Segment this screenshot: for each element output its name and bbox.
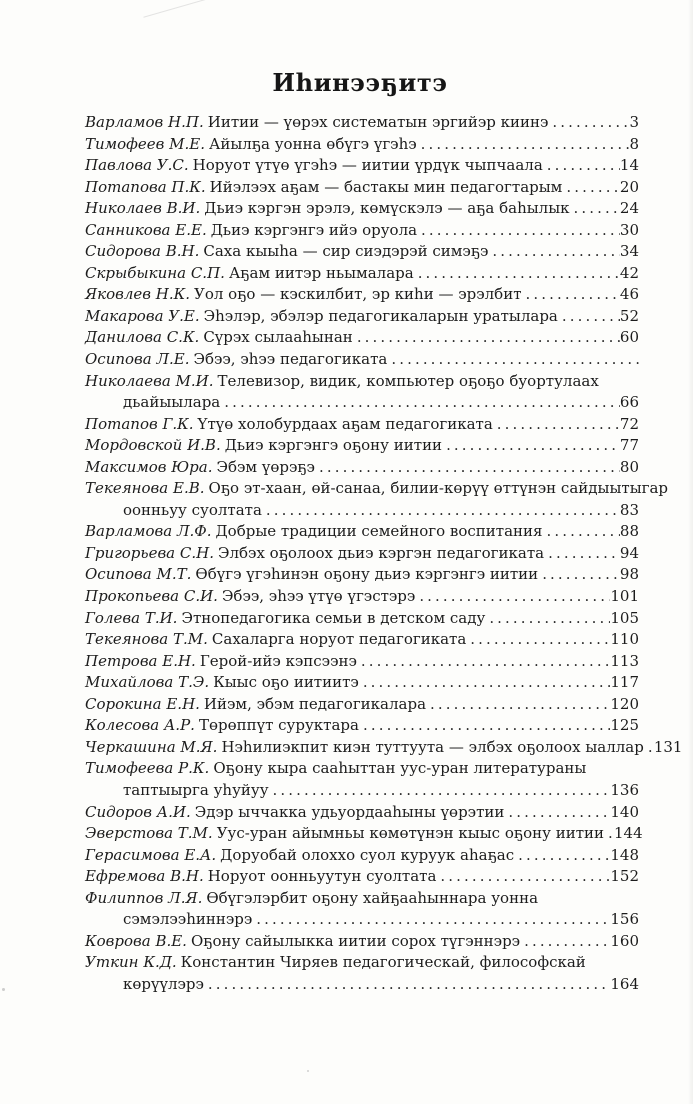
toc-entry-text (85, 694, 426, 716)
toc-author: Данилова С.К. (85, 328, 200, 347)
toc-entry (85, 629, 639, 651)
toc-title-continued: таптыырга уһуйуу (123, 780, 269, 799)
dot-leader (470, 629, 610, 651)
toc-page-number: 94 (619, 543, 639, 562)
toc-title-continued: оонньуу суолтата (123, 500, 262, 519)
toc-title: Үтүө холобурдаах аҕам педагогиката (197, 414, 493, 433)
toc-author: Потапова П.К. (85, 177, 206, 196)
toc-page-number: 156 (610, 910, 639, 929)
toc-title: Норуот оонньуутун суолтата (207, 867, 437, 886)
toc-title: Өбүгэ үгэһинэн оҕону дьиэ кэргэнгэ иитии (195, 565, 539, 584)
toc-entry (85, 564, 639, 586)
toc-entry (85, 521, 639, 543)
dot-leader (547, 155, 620, 177)
toc-entry (85, 866, 639, 888)
toc-author: Николаева М.И. (85, 371, 214, 390)
toc-author: Тимофеева Р.К. (85, 759, 210, 778)
dot-leader (266, 500, 620, 522)
toc-page-number: 66 (619, 393, 639, 412)
toc-entry-text (85, 349, 387, 371)
toc-page-number: 140 (610, 802, 639, 821)
toc-entry (85, 263, 639, 285)
toc-entry-text (85, 155, 543, 177)
toc-entry-text (85, 521, 543, 543)
toc-author: Григорьева С.Н. (85, 543, 214, 562)
toc-title: Элбэх оҕолоох дьиэ кэргэн педагогиката (218, 543, 545, 562)
dot-leader (208, 974, 610, 996)
toc-entry-text (85, 715, 359, 737)
toc-author: Осипова М.Т. (85, 565, 192, 584)
scan-artifact (307, 1070, 309, 1072)
toc-page-number: 120 (610, 694, 639, 713)
toc-author: Сидоров А.И. (85, 802, 191, 821)
toc-entry (85, 241, 639, 263)
toc-author: Павлова У.С. (85, 156, 189, 175)
toc-title: Оҕону кыра сааһыттан уус-уран литератураны (213, 759, 587, 778)
toc-entry-text (85, 672, 359, 694)
dot-leader (446, 435, 620, 457)
page-title: Иһинээҕитэ (272, 68, 448, 97)
toc-entry-text (85, 263, 414, 285)
toc-entry (85, 435, 639, 457)
toc-entry-text (85, 371, 599, 393)
toc-title: Өбүгэлэрбит оҕону хайҕааһыннара уонна (206, 888, 539, 907)
toc-page-number: 136 (610, 780, 639, 799)
toc-author: Текеянова Е.В. (85, 479, 205, 498)
toc-entry-text (85, 134, 417, 156)
dot-leader (391, 349, 639, 371)
toc-entry (85, 931, 639, 953)
toc-entry (85, 802, 639, 824)
dot-leader (440, 866, 610, 888)
toc-page-number: 42 (619, 263, 639, 282)
toc-author: Осипова Л.Е. (85, 350, 190, 369)
toc-page-number: 30 (619, 220, 639, 239)
toc-author: Яковлев Н.К. (85, 285, 190, 304)
toc-title: Ийэлээх аҕам — бастакы мин педагогтарым (209, 177, 563, 196)
toc-entry-continuation (85, 392, 639, 414)
toc-page-number: 164 (610, 974, 639, 993)
toc-entry (85, 586, 639, 608)
toc-entry-text (85, 758, 586, 780)
dot-leader (421, 134, 630, 156)
toc-entry-text (85, 220, 417, 242)
dot-leader (419, 586, 610, 608)
toc-author: Текеянова Т.М. (85, 630, 208, 649)
toc-author: Сорокина Е.Н. (85, 694, 200, 713)
toc-entry (85, 284, 639, 306)
toc-entry-text (85, 845, 514, 867)
toc-entry (85, 414, 639, 436)
toc-entry (85, 112, 639, 134)
toc-title: Нэһилиэкпит киэн туттуута — элбэх оҕолоох ыаллар (221, 737, 644, 756)
toc-entry-text (85, 414, 493, 436)
toc-author: Скрыбыкина С.П. (85, 263, 225, 282)
toc-page-number: 80 (619, 457, 639, 476)
toc-page-number: 117 (610, 673, 639, 692)
toc-title: Оҕо эт-хаан, өй-санаа, билии-көрүү өттүнэн сайдыытыгар (208, 479, 669, 498)
toc-title: Эбээ, эһээ үтүө үгэстэрэ (221, 587, 416, 606)
toc-entry (85, 155, 639, 177)
toc-entry (85, 220, 639, 242)
toc-entry-text (85, 608, 485, 630)
toc-entry (85, 478, 669, 500)
toc-title: Сахаларга норуот педагогиката (211, 630, 467, 649)
toc-entry (85, 198, 639, 220)
scan-edge-shade (688, 0, 693, 1104)
toc-entry-text (85, 802, 504, 824)
toc-entry-text (85, 478, 668, 500)
toc-title: Дьиэ кэргэн эрэлэ, көмүскэлэ — аҕа баһылык (204, 199, 570, 218)
dot-leader (492, 241, 619, 263)
toc-entry (85, 737, 683, 759)
toc-entry (85, 177, 639, 199)
toc-author: Максимов Юра. (85, 457, 213, 476)
toc-page-number: 72 (619, 414, 639, 433)
toc-entry-text (85, 823, 604, 845)
toc-entry-text (85, 306, 558, 328)
toc-page-number: 14 (619, 156, 639, 175)
toc-author: Варламова Л.Ф. (85, 522, 212, 541)
dot-leader (361, 651, 610, 673)
toc-page-number: 144 (614, 824, 643, 843)
toc-page-number: 125 (610, 716, 639, 735)
dot-leader (256, 909, 610, 931)
toc-title-continued: сэмэлээһиннэрэ (123, 910, 253, 929)
toc-title: Дьиэ кэргэнгэ оҕону иитии (224, 436, 443, 455)
toc-author: Прокопьева С.И. (85, 587, 218, 606)
toc-entry-continuation (85, 909, 639, 931)
toc-title: Уус-уран айымньы көмөтүнэн кыыс оҕону иитии (216, 824, 604, 843)
toc-entry (85, 457, 639, 479)
toc-page-number: 52 (619, 306, 639, 325)
toc-title: Иитии — үөрэх систематын эргийэр киинэ (207, 113, 549, 131)
toc-page-number: 34 (619, 242, 639, 261)
toc-entry (85, 371, 639, 393)
dot-leader (566, 177, 620, 199)
toc-title: Добрые традиции семейного воспитания (215, 522, 543, 541)
toc-entry (85, 543, 639, 565)
toc-entry-text (85, 112, 548, 134)
toc-author: Уткин К.Д. (85, 953, 177, 972)
dot-leader (548, 543, 620, 565)
toc-author: Филиппов Л.Я. (85, 888, 203, 907)
dot-leader (508, 802, 610, 824)
toc-title: Аҕам иитэр ньымалара (228, 263, 414, 282)
dot-leader (418, 263, 620, 285)
toc-title: Дьиэ кэргэнгэ ийэ оруола (210, 220, 418, 239)
toc-title: Ийэм, эбэм педагогикалара (203, 694, 427, 713)
toc-entry-text (85, 327, 353, 349)
dot-leader (224, 392, 620, 414)
toc-entry-text (85, 888, 538, 910)
toc-entry-text (85, 737, 644, 759)
scan-artifact (2, 988, 5, 991)
toc-entry-text (85, 866, 436, 888)
dot-leader (552, 112, 629, 134)
toc-author: Тимофеев М.Е. (85, 134, 205, 153)
toc-entry (85, 952, 639, 974)
toc-author: Герасимова Е.А. (85, 845, 217, 864)
toc-entry (85, 651, 639, 673)
toc-entry-continuation (85, 500, 639, 522)
dot-leader (524, 931, 610, 953)
toc-title: Төрөппүт суруктара (198, 716, 359, 735)
dot-leader (430, 694, 610, 716)
toc-entry (85, 608, 639, 630)
toc-entry-continuation (85, 780, 639, 802)
toc-title: Константин Чиряев педагогическай, философскай (180, 953, 586, 972)
toc-entry (85, 845, 639, 867)
toc-author: Сидорова В.Н. (85, 242, 200, 261)
toc-author: Варламов Н.П. (85, 113, 204, 131)
toc-page-number: 24 (619, 199, 639, 218)
dot-leader (363, 715, 610, 737)
toc-page-number: 113 (610, 651, 639, 670)
toc-entry (85, 327, 639, 349)
dot-leader (497, 414, 620, 436)
toc-page-number: 77 (619, 436, 639, 455)
dot-leader (421, 220, 620, 242)
toc-entry (85, 823, 643, 845)
toc-page-number: 60 (619, 328, 639, 347)
toc-author: Колесова А.Р. (85, 716, 195, 735)
toc-page-number: 3 (629, 113, 639, 131)
toc-author: Ефремова В.Н. (85, 867, 204, 886)
toc-entry (85, 349, 639, 371)
toc-entry-text (85, 543, 544, 565)
toc-entry-text (85, 931, 520, 953)
toc-author: Черкашина М.Я. (85, 737, 218, 756)
toc-entry-text (85, 564, 538, 586)
toc-entry-text (85, 457, 315, 479)
toc-title: Кыыс оҕо иитиитэ (213, 673, 359, 692)
dot-leader (542, 564, 620, 586)
toc-title: Эбээ, эһээ педагогиката (193, 350, 388, 369)
toc-title: Этнопедагогика семьи в детском саду (181, 608, 486, 627)
toc-entry (85, 694, 639, 716)
toc-page-number: 46 (619, 285, 639, 304)
toc-entry-text (85, 241, 488, 263)
toc-entry (85, 888, 639, 910)
toc-title: Саха кыыһа — сир сиэдэрэй симэҕэ (203, 242, 489, 261)
toc-author: Макарова У.Е. (85, 306, 200, 325)
toc-entry-text (85, 952, 586, 974)
toc-entry (85, 672, 639, 694)
toc-entry-continuation (85, 974, 639, 996)
dot-leader (273, 780, 611, 802)
toc-page-number: 20 (619, 177, 639, 196)
toc-author: Потапов Г.К. (85, 414, 194, 433)
dot-leader (562, 306, 620, 328)
toc-title: Телевизор, видик, компьютер оҕоҕо буортулаах (217, 371, 599, 390)
toc-entry-text (85, 284, 522, 306)
toc-title: Сүрэх сылааһынан (203, 328, 353, 347)
scan-artifact (143, 0, 218, 18)
toc-title: Доруобай олоххо суол куруук аһаҕас (220, 845, 515, 864)
toc-entry-text (85, 651, 357, 673)
toc-entry-text (85, 177, 562, 199)
toc-title: Герой-ийэ кэпсээнэ (199, 651, 357, 670)
dot-leader (489, 608, 610, 630)
dot-leader (319, 457, 620, 479)
toc-title: Эбэм үөрэҕэ (216, 457, 315, 476)
dot-leader (547, 521, 620, 543)
toc-title-continued: көрүүлэрэ (123, 974, 204, 993)
toc-title: Норуот үтүө үгэһэ — иитии үрдүк чыпчаала (192, 156, 543, 175)
toc-page-number: 160 (610, 931, 639, 950)
toc-page-number: 148 (610, 845, 639, 864)
toc-author: Санникова Е.Е. (85, 220, 207, 239)
toc-title: Оҕону сайылыкка иитии сорох түгэннэрэ (190, 931, 521, 950)
toc-page-number: 152 (610, 867, 639, 886)
toc-author: Коврова В.Е. (85, 931, 187, 950)
toc-entry-text (85, 629, 466, 651)
toc-title: Эһэлэр, эбэлэр педагогикаларын уратылара (203, 306, 558, 325)
table-of-contents (85, 112, 683, 995)
toc-entry (85, 306, 639, 328)
toc-entry (85, 758, 639, 780)
dot-leader (574, 198, 620, 220)
toc-author: Эверстова Т.М. (85, 824, 213, 843)
toc-page-number: 8 (629, 134, 639, 153)
toc-author: Николаев В.И. (85, 199, 201, 218)
dot-leader (526, 284, 620, 306)
toc-title: Айылҕа уонна өбүгэ үгэһэ (208, 134, 417, 153)
toc-entry (85, 715, 639, 737)
toc-page-number: 83 (619, 500, 639, 519)
toc-entry-text (85, 435, 442, 457)
dot-leader (357, 327, 620, 349)
toc-page-number: 88 (619, 522, 639, 541)
toc-page-number: 98 (619, 565, 639, 584)
toc-page-number: 105 (610, 608, 639, 627)
dot-leader (363, 672, 611, 694)
toc-page-number: 101 (610, 587, 639, 606)
toc-entry-text (85, 586, 415, 608)
toc-author: Голева Т.И. (85, 608, 178, 627)
toc-author: Мордовской И.В. (85, 436, 221, 455)
toc-entry (85, 134, 639, 156)
toc-author: Михайлова Т.Э. (85, 673, 210, 692)
toc-entry-text (85, 198, 570, 220)
toc-page-number: 110 (610, 630, 639, 649)
toc-page-number: 131 (653, 737, 683, 756)
toc-title: Эдэр ыччакка удьуордааһыны үөрэтии (194, 802, 505, 821)
toc-title-continued: дьайыылара (123, 393, 221, 412)
dot-leader (518, 845, 610, 867)
toc-title: Уол оҕо — кэскилбит, эр киһи — эрэлбит (194, 285, 522, 304)
toc-author: Петрова Е.Н. (85, 651, 196, 670)
